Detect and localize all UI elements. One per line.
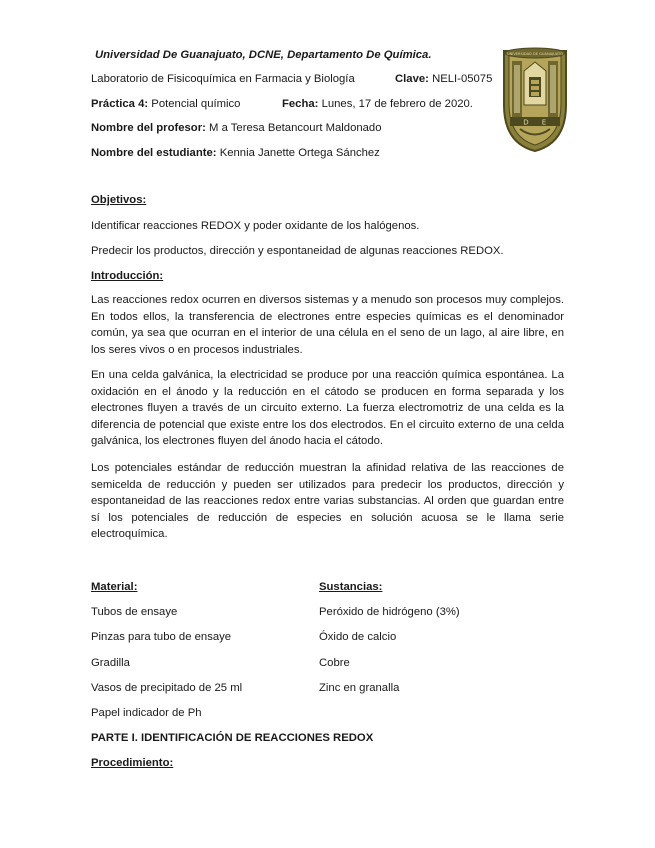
fecha-line: [282, 97, 473, 111]
material-item: Pinzas para tubo de ensaye: [91, 631, 232, 643]
university-title: Universidad De Guanajuato, DCNE, Departamento De Química.: [95, 49, 432, 61]
intro-paragraph: Los potenciales estándar de reducción muestran la afinidad relativa de las reacciones de semicelda de reducción y pueden ser utilizados para predecir los productos, dirección y espontaneidad de las reacciones redox entre varias substancias. Al orden que guardan entre sí los potenciales de reducción de especies en solución acuosa se le llama serie electroquímica.: [91, 462, 564, 541]
material-item: Tubos de ensaye: [91, 606, 178, 618]
practica-line: [91, 97, 240, 111]
practica-value: Potencial químico: [151, 98, 241, 110]
sustancia-item: Peróxido de hidrógeno (3%): [319, 606, 460, 618]
material-item: Gradilla: [91, 657, 130, 669]
seal-motto: UNIVERSIDAD DE GUANAJUATO: [506, 52, 564, 56]
estudiante-value: Kennia Janette Ortega Sánchez: [219, 147, 380, 159]
clave-label: Clave:: [395, 73, 429, 85]
parte1-heading: PARTE I. IDENTIFICACIÓN DE REACCIONES REDOX: [91, 732, 374, 744]
sustancia-item: Óxido de calcio: [319, 631, 397, 643]
seal-letter-e: E: [541, 118, 547, 127]
objetivo-item: Identificar reacciones REDOX y poder oxidante de los halógenos.: [91, 220, 420, 232]
objetivo-item: Predecir los productos, dirección y espontaneidad de algunas reacciones REDOX.: [91, 245, 504, 257]
procedimiento-heading: Procedimiento:: [91, 757, 174, 769]
intro-paragraph: Las reacciones redox ocurren en diversos sistemas y a menudo son procesos muy complejos. En todos ellos, la transferencia de electrones entre especies químicas es el denominador común, ya sea que ocurran en el interior de una célula en el seno de un lago, al aire libre, en los seres vivos o en procesos industriales.: [91, 294, 564, 356]
material-item: Vasos de precipitado de 25 ml: [91, 682, 243, 694]
lab-name: Laboratorio de Fisicoquímica en Farmacia y Biología: [91, 73, 355, 85]
estudiante-line: [91, 146, 380, 160]
clave-line: [395, 72, 492, 86]
sustancias-heading: Sustancias:: [319, 581, 383, 593]
profesor-line: [91, 121, 382, 135]
fecha-value: Lunes, 17 de febrero de 2020.: [321, 98, 473, 110]
practica-label: Práctica 4:: [91, 98, 149, 110]
material-item: Papel indicador de Ph: [91, 707, 202, 719]
clave-value: NELI-05075: [432, 73, 493, 85]
material-heading: Material:: [91, 581, 138, 593]
sustancia-item: Cobre: [319, 657, 350, 669]
intro-paragraph: En una celda galvánica, la electricidad se produce por una reacción química espontánea. La oxidación en el ánodo y la reducción en el cátodo se producen en forma separada y los electrones fluyen a través de un circuito externo. La fuerza electromotriz de una celda es la diferencia de potencial que existe entre los dos electrodos. En el circuito externo de una celda galvánica, los electrones fluyen del ánodo hacia el cátodo.: [91, 369, 564, 448]
fecha-label: Fecha:: [282, 98, 319, 110]
profesor-value: M a Teresa Betancourt Maldonado: [209, 122, 382, 134]
sustancia-item: Zinc en granalla: [319, 682, 400, 694]
profesor-label: Nombre del profesor:: [91, 122, 206, 134]
estudiante-label: Nombre del estudiante:: [91, 147, 217, 159]
seal-letter-d: D: [523, 118, 529, 127]
university-seal-icon: [500, 45, 570, 153]
introduccion-heading: Introducción:: [91, 270, 164, 282]
objetivos-heading: Objetivos:: [91, 194, 147, 206]
